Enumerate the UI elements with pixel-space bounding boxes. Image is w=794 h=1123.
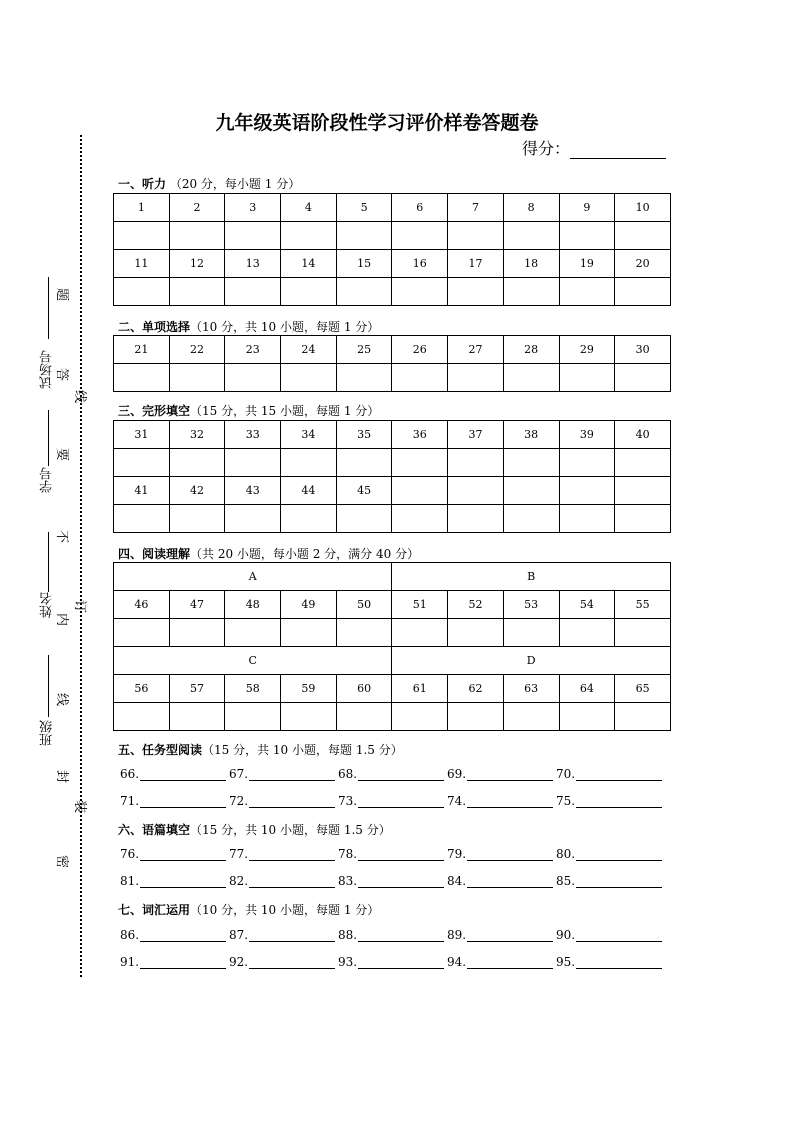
answer-cell[interactable]	[448, 703, 504, 731]
question-number-cell: 56	[114, 675, 170, 703]
listening-answer-grid	[113, 193, 671, 306]
question-number-cell: 9	[559, 194, 615, 222]
answer-blank[interactable]	[467, 768, 553, 781]
answer-item	[447, 847, 553, 861]
answer-item	[338, 794, 444, 808]
answer-cell[interactable]	[114, 364, 170, 392]
page-title: 九年级英语阶段性学习评价样卷答题卷	[215, 112, 539, 134]
question-number-cell: 12	[169, 250, 225, 278]
answer-cell[interactable]	[615, 278, 671, 306]
answer-blank[interactable]	[467, 875, 553, 888]
answer-blank[interactable]	[249, 929, 335, 942]
answer-cell[interactable]	[448, 278, 504, 306]
answer-number: 88.	[338, 928, 358, 942]
answer-blank[interactable]	[358, 875, 444, 888]
side-field-class: 班级	[40, 720, 55, 746]
question-number-cell: 46	[114, 591, 170, 619]
answer-number: 81.	[120, 874, 140, 888]
answer-number: 93.	[338, 955, 358, 969]
answer-cell[interactable]	[448, 619, 504, 647]
answer-blank[interactable]	[140, 768, 226, 781]
answer-cell[interactable]	[448, 505, 504, 533]
answer-item	[556, 874, 662, 888]
answer-item	[338, 847, 444, 861]
answer-number: 78.	[338, 847, 358, 861]
answer-cell[interactable]	[281, 703, 337, 731]
answer-cell[interactable]	[503, 703, 559, 731]
side-field-student-id: 学号	[40, 467, 55, 493]
question-number-cell: 8	[503, 194, 559, 222]
answer-cell[interactable]	[615, 449, 671, 477]
answer-cell[interactable]	[503, 222, 559, 250]
section-4-heading: 四、阅读理解（共 20 小题，每小题 2 分，满分 40 分）	[118, 547, 420, 561]
answer-cell[interactable]	[448, 364, 504, 392]
answer-number: 90.	[556, 928, 576, 942]
answer-item	[120, 874, 226, 888]
answer-cell[interactable]	[559, 278, 615, 306]
answer-item	[447, 928, 553, 942]
question-number-cell: 17	[448, 250, 504, 278]
section-3-heading: 三、完形填空（15 分，共 15 小题，每题 1 分）	[118, 404, 380, 418]
answer-number: 75.	[556, 794, 576, 808]
question-number-cell: 31	[114, 421, 170, 449]
answer-cell[interactable]	[169, 364, 225, 392]
answer-cell[interactable]	[559, 505, 615, 533]
passage-group-label: B	[392, 563, 671, 591]
answer-blank[interactable]	[249, 795, 335, 808]
question-number-cell: 42	[169, 477, 225, 505]
answer-cell[interactable]	[225, 449, 281, 477]
answer-item	[120, 847, 226, 861]
question-number-cell: 58	[225, 675, 281, 703]
answer-item	[338, 955, 444, 969]
answer-cell[interactable]	[615, 222, 671, 250]
question-number-cell: 53	[503, 591, 559, 619]
passage-group-label: A	[114, 563, 392, 591]
question-number-cell: 57	[169, 675, 225, 703]
answer-cell[interactable]	[281, 364, 337, 392]
question-number-cell: 1	[114, 194, 170, 222]
question-number-cell	[503, 477, 559, 505]
question-number-cell: 63	[503, 675, 559, 703]
side-field-exam-room: 试场号	[40, 350, 55, 389]
question-number-cell: 40	[615, 421, 671, 449]
answer-blank[interactable]	[249, 875, 335, 888]
question-number-cell: 65	[615, 675, 671, 703]
question-number-cell: 50	[336, 591, 392, 619]
question-number-cell: 5	[336, 194, 392, 222]
answer-cell[interactable]	[559, 703, 615, 731]
answer-item	[229, 847, 335, 861]
answer-cell[interactable]	[392, 278, 448, 306]
question-number-cell: 62	[448, 675, 504, 703]
side-seal-char: 装	[72, 799, 88, 814]
side-notice-char: 线	[54, 692, 70, 707]
answer-item	[229, 928, 335, 942]
answer-blank[interactable]	[140, 795, 226, 808]
answer-blank[interactable]	[467, 929, 553, 942]
answer-blank[interactable]	[140, 875, 226, 888]
question-number-cell: 36	[392, 421, 448, 449]
question-number-cell: 47	[169, 591, 225, 619]
answer-blank[interactable]	[576, 875, 662, 888]
side-blank-name[interactable]	[48, 532, 49, 592]
answer-cell[interactable]	[392, 222, 448, 250]
answer-cell[interactable]	[336, 703, 392, 731]
score-field: 得分：	[522, 136, 666, 159]
answer-blank[interactable]	[358, 929, 444, 942]
answer-item	[229, 794, 335, 808]
answer-cell[interactable]	[336, 505, 392, 533]
score-blank[interactable]	[570, 144, 666, 159]
answer-cell[interactable]	[281, 278, 337, 306]
answer-number: 94.	[447, 955, 467, 969]
question-number-cell: 32	[169, 421, 225, 449]
answer-cell[interactable]	[615, 619, 671, 647]
answer-cell[interactable]	[392, 703, 448, 731]
seal-dashed-line	[80, 135, 82, 977]
answer-cell[interactable]	[336, 278, 392, 306]
side-blank-student-id[interactable]	[48, 410, 49, 466]
answer-blank[interactable]	[249, 768, 335, 781]
question-number-cell	[392, 477, 448, 505]
question-number-cell: 23	[225, 336, 281, 364]
reading-answer-grid	[113, 562, 671, 731]
answer-cell[interactable]	[225, 505, 281, 533]
answer-item	[120, 767, 226, 781]
answer-cell[interactable]	[336, 449, 392, 477]
answer-number: 79.	[447, 847, 467, 861]
answer-blank[interactable]	[249, 848, 335, 861]
answer-number: 84.	[447, 874, 467, 888]
side-seal-char: 订	[72, 599, 88, 614]
answer-cell[interactable]	[392, 505, 448, 533]
question-number-cell: 6	[392, 194, 448, 222]
answer-blank[interactable]	[140, 956, 226, 969]
question-number-cell: 14	[281, 250, 337, 278]
answer-item	[556, 794, 662, 808]
single-choice-answer-grid	[113, 335, 671, 392]
answer-cell[interactable]	[336, 619, 392, 647]
answer-cell[interactable]	[392, 449, 448, 477]
answer-cell[interactable]	[559, 222, 615, 250]
side-field-name: 姓名	[40, 592, 55, 618]
answer-item	[229, 767, 335, 781]
question-number-cell: 15	[336, 250, 392, 278]
question-number-cell: 13	[225, 250, 281, 278]
answer-blank[interactable]	[358, 768, 444, 781]
question-number-cell: 10	[615, 194, 671, 222]
answer-number: 73.	[338, 794, 358, 808]
answer-blank[interactable]	[576, 956, 662, 969]
question-number-cell: 39	[559, 421, 615, 449]
answer-cell[interactable]	[114, 222, 170, 250]
answer-cell[interactable]	[336, 222, 392, 250]
answer-number: 74.	[447, 794, 467, 808]
answer-item	[120, 794, 226, 808]
answer-blank[interactable]	[467, 848, 553, 861]
answer-number: 80.	[556, 847, 576, 861]
question-number-cell: 45	[336, 477, 392, 505]
question-number-cell: 35	[336, 421, 392, 449]
question-number-cell: 7	[448, 194, 504, 222]
answer-item	[556, 767, 662, 781]
answer-number: 76.	[120, 847, 140, 861]
answer-item	[338, 767, 444, 781]
answer-cell[interactable]	[559, 449, 615, 477]
answer-cell[interactable]	[114, 703, 170, 731]
answer-item	[447, 767, 553, 781]
cloze-answer-grid	[113, 420, 671, 533]
answer-number: 82.	[229, 874, 249, 888]
side-blank-class[interactable]	[48, 655, 49, 717]
answer-cell[interactable]	[559, 619, 615, 647]
question-number-cell: 64	[559, 675, 615, 703]
question-number-cell: 37	[448, 421, 504, 449]
answer-cell[interactable]	[615, 364, 671, 392]
answer-item	[229, 874, 335, 888]
answer-blank[interactable]	[249, 956, 335, 969]
answer-cell[interactable]	[559, 364, 615, 392]
question-number-cell: 55	[615, 591, 671, 619]
question-number-cell: 19	[559, 250, 615, 278]
side-seal-char: 封	[54, 769, 70, 784]
answer-cell[interactable]	[225, 703, 281, 731]
answer-blank[interactable]	[576, 768, 662, 781]
question-number-cell: 29	[559, 336, 615, 364]
question-number-cell: 26	[392, 336, 448, 364]
side-notice-char: 要	[54, 447, 70, 462]
answer-blank[interactable]	[358, 848, 444, 861]
question-number-cell: 20	[615, 250, 671, 278]
answer-cell[interactable]	[281, 505, 337, 533]
question-number-cell: 51	[392, 591, 448, 619]
answer-number: 95.	[556, 955, 576, 969]
answer-cell[interactable]	[114, 449, 170, 477]
answer-cell[interactable]	[503, 449, 559, 477]
answer-cell[interactable]	[225, 278, 281, 306]
question-number-cell: 41	[114, 477, 170, 505]
answer-item	[556, 955, 662, 969]
question-number-cell	[448, 477, 504, 505]
answer-item	[556, 847, 662, 861]
answer-item	[229, 955, 335, 969]
question-number-cell: 60	[336, 675, 392, 703]
answer-blank[interactable]	[576, 795, 662, 808]
answer-number: 91.	[120, 955, 140, 969]
answer-item	[447, 874, 553, 888]
question-number-cell: 18	[503, 250, 559, 278]
side-notice-char: 答	[54, 367, 70, 382]
answer-cell[interactable]	[336, 364, 392, 392]
answer-number: 67.	[229, 767, 249, 781]
passage-group-label: C	[114, 647, 392, 675]
answer-item	[447, 794, 553, 808]
answer-cell[interactable]	[169, 222, 225, 250]
section-7-heading: 七、词汇运用（10 分，共 10 小题，每题 1 分）	[118, 903, 380, 917]
answer-cell[interactable]	[169, 278, 225, 306]
question-number-cell: 44	[281, 477, 337, 505]
question-number-cell: 33	[225, 421, 281, 449]
answer-cell[interactable]	[225, 222, 281, 250]
section-6-heading: 六、语篇填空（15 分，共 10 小题，每题 1.5 分）	[118, 823, 391, 837]
question-number-cell: 59	[281, 675, 337, 703]
answer-cell[interactable]	[169, 449, 225, 477]
answer-cell[interactable]	[503, 619, 559, 647]
answer-number: 68.	[338, 767, 358, 781]
answer-cell[interactable]	[114, 505, 170, 533]
question-number-cell	[559, 477, 615, 505]
answer-cell[interactable]	[169, 703, 225, 731]
question-number-cell: 49	[281, 591, 337, 619]
answer-number: 77.	[229, 847, 249, 861]
answer-item	[120, 955, 226, 969]
answer-number: 92.	[229, 955, 249, 969]
side-notice-char: 题	[54, 287, 70, 302]
answer-number: 86.	[120, 928, 140, 942]
side-seal-char: 密	[54, 854, 70, 869]
answer-blank[interactable]	[467, 956, 553, 969]
question-number-cell: 25	[336, 336, 392, 364]
question-number-cell: 52	[448, 591, 504, 619]
answer-cell[interactable]	[448, 449, 504, 477]
answer-number: 83.	[338, 874, 358, 888]
answer-number: 85.	[556, 874, 576, 888]
answer-item	[120, 928, 226, 942]
answer-number: 89.	[447, 928, 467, 942]
side-notice-char: 内	[54, 612, 70, 627]
question-number-cell: 38	[503, 421, 559, 449]
answer-cell[interactable]	[615, 703, 671, 731]
passage-group-label: D	[392, 647, 671, 675]
answer-blank[interactable]	[576, 848, 662, 861]
question-number-cell	[615, 477, 671, 505]
side-notice-char: 不	[54, 529, 70, 544]
answer-cell[interactable]	[503, 278, 559, 306]
question-number-cell: 3	[225, 194, 281, 222]
answer-cell[interactable]	[392, 364, 448, 392]
answer-cell[interactable]	[503, 364, 559, 392]
answer-blank[interactable]	[467, 795, 553, 808]
answer-cell[interactable]	[615, 505, 671, 533]
answer-item	[338, 928, 444, 942]
answer-item	[447, 955, 553, 969]
question-number-cell: 30	[615, 336, 671, 364]
answer-cell[interactable]	[114, 619, 170, 647]
answer-number: 70.	[556, 767, 576, 781]
question-number-cell: 28	[503, 336, 559, 364]
side-seal-char: 线	[72, 389, 88, 404]
answer-number: 69.	[447, 767, 467, 781]
answer-cell[interactable]	[281, 619, 337, 647]
question-number-cell: 22	[169, 336, 225, 364]
section-5-heading: 五、任务型阅读（15 分，共 10 小题，每题 1.5 分）	[118, 743, 403, 757]
answer-cell[interactable]	[225, 619, 281, 647]
answer-blank[interactable]	[140, 848, 226, 861]
answer-cell[interactable]	[281, 222, 337, 250]
question-number-cell: 48	[225, 591, 281, 619]
side-blank-exam-room[interactable]	[48, 277, 49, 339]
question-number-cell: 4	[281, 194, 337, 222]
answer-cell[interactable]	[169, 619, 225, 647]
question-number-cell: 11	[114, 250, 170, 278]
answer-blank[interactable]	[140, 929, 226, 942]
section-2-heading: 二、单项选择（10 分，共 10 小题，每题 1 分）	[118, 320, 380, 334]
answer-number: 66.	[120, 767, 140, 781]
answer-item	[338, 874, 444, 888]
answer-blank[interactable]	[358, 956, 444, 969]
question-number-cell: 27	[448, 336, 504, 364]
answer-blank[interactable]	[576, 929, 662, 942]
answer-number: 72.	[229, 794, 249, 808]
question-number-cell: 2	[169, 194, 225, 222]
answer-item	[556, 928, 662, 942]
answer-cell[interactable]	[392, 619, 448, 647]
answer-blank[interactable]	[358, 795, 444, 808]
question-number-cell: 54	[559, 591, 615, 619]
question-number-cell: 16	[392, 250, 448, 278]
question-number-cell: 43	[225, 477, 281, 505]
answer-cell[interactable]	[503, 505, 559, 533]
question-number-cell: 61	[392, 675, 448, 703]
answer-cell[interactable]	[225, 364, 281, 392]
question-number-cell: 24	[281, 336, 337, 364]
answer-number: 87.	[229, 928, 249, 942]
answer-cell[interactable]	[169, 505, 225, 533]
answer-cell[interactable]	[281, 449, 337, 477]
question-number-cell: 34	[281, 421, 337, 449]
question-number-cell: 21	[114, 336, 170, 364]
section-1-heading: 一、听力 （20 分，每小题 1 分）	[118, 177, 301, 191]
answer-cell[interactable]	[448, 222, 504, 250]
answer-number: 71.	[120, 794, 140, 808]
answer-cell[interactable]	[114, 278, 170, 306]
